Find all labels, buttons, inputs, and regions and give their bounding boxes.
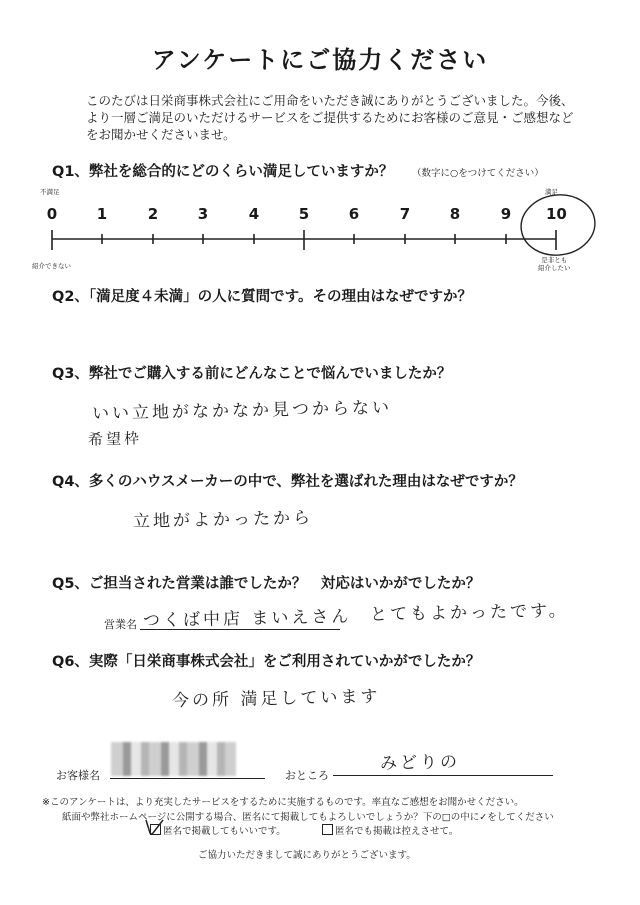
address-label: おところ: [285, 769, 329, 782]
q6-label: Q6、実際「日栄商事株式会社」をご利用されていかがでしたか？: [52, 654, 481, 670]
note-line-2: 紙面や弊社ホームページに公開する場合、匿名にて掲載してもよろしいでしょうか？下の□の中に✓をしてください: [62, 812, 554, 823]
scale-right-bottom-label: [538, 256, 571, 272]
q5-staff-answer: つくば中店 まいえさん: [142, 606, 352, 632]
scale-number[interactable]: 5: [298, 205, 310, 223]
scale-number[interactable]: 3: [197, 205, 209, 223]
q4-answer: 立地がよかったから: [132, 508, 314, 532]
note-line-1: ※このアンケートは、より充実したサービスをするために実施するものです。率直なご感想をお聞かせください。: [42, 797, 524, 808]
scale-number[interactable]: 8: [449, 205, 461, 223]
intro-line-2: より一層ご満足のいただけるサービスをご提供するためにお客様のご意見・ご感想など: [86, 110, 574, 125]
selection-circle: [517, 190, 599, 260]
address-underline: [333, 775, 553, 776]
scale-number[interactable]: 7: [399, 205, 411, 223]
scale-number[interactable]: 0: [46, 205, 58, 223]
option-anonymous-ng[interactable]: [322, 824, 458, 839]
customer-name-label: お客様名: [56, 769, 100, 782]
q3-answer-line-2: 希望枠: [87, 429, 143, 449]
scale-number[interactable]: 4: [248, 205, 260, 223]
scale-number[interactable]: 1: [96, 205, 108, 223]
thanks-text: ご協力いただきまして誠にありがとうございます。: [198, 850, 416, 861]
scale-right-bottom-line-1: 是非とも: [541, 256, 568, 264]
option-anonymous-ok-label: 匿名で掲載してもいいです。: [163, 826, 286, 837]
scale-number[interactable]: 6: [348, 205, 360, 223]
q4-label: Q4、多くのハウスメーカーの中で、弊社を選ばれた理由はなぜですか？: [52, 474, 523, 490]
checkmark-icon: [143, 814, 165, 838]
name-underline: [110, 778, 265, 779]
notes: [42, 795, 554, 825]
address-answer: みどりの: [379, 752, 461, 774]
q5-staff-label: 営業名: [104, 618, 137, 631]
page-title: アンケートにご協力ください: [151, 46, 489, 74]
scale-number-selected[interactable]: 10: [546, 205, 567, 223]
q2-label: Q2、「満足度４未満」の人に質問です。その理由はなぜですか？: [52, 289, 473, 305]
option-anonymous-ok[interactable]: [150, 824, 286, 839]
scale-ticks: [52, 230, 556, 250]
scale-number[interactable]: 2: [147, 205, 159, 223]
intro-line-1: このたびは日栄商事株式会社にご用命をいただき誠にありがとうございました。今後、: [86, 93, 574, 108]
staff-underline: [140, 629, 340, 630]
q5-response-answer: とてもよかったです。: [369, 600, 569, 626]
option-anonymous-ng-label: 匿名でも掲載は控えさせて。: [335, 826, 459, 837]
intro-line-3: をお聞かせくださいませ。: [86, 127, 236, 142]
q1-label: Q1、弊社を総合的にどのくらい満足していますか？: [52, 164, 394, 180]
scale-number[interactable]: 9: [500, 205, 512, 223]
redacted-name: [111, 742, 236, 776]
q6-answer: 今の所 満足しています: [171, 686, 381, 712]
scale-left-top-label: 不満足: [40, 188, 60, 196]
checkbox-anonymous-ng[interactable]: [322, 824, 333, 835]
q3-answer-line-1: いい立地がなかなか見つからない: [91, 397, 393, 425]
scale-left-bottom-label: 紹介できない: [32, 262, 71, 270]
q5-label: Q5、ご担当された営業は誰でしたか？ 対応はいかがでしたか？: [52, 576, 481, 592]
q3-label: Q3、弊社でご購入する前にどんなことで悩んでいましたか？: [52, 366, 452, 382]
scale-right-bottom-line-2: 紹介したい: [538, 264, 571, 272]
q1-hint: （数字に○をつけてください）: [412, 168, 544, 179]
scale-right-top-label: 満足: [545, 188, 558, 196]
